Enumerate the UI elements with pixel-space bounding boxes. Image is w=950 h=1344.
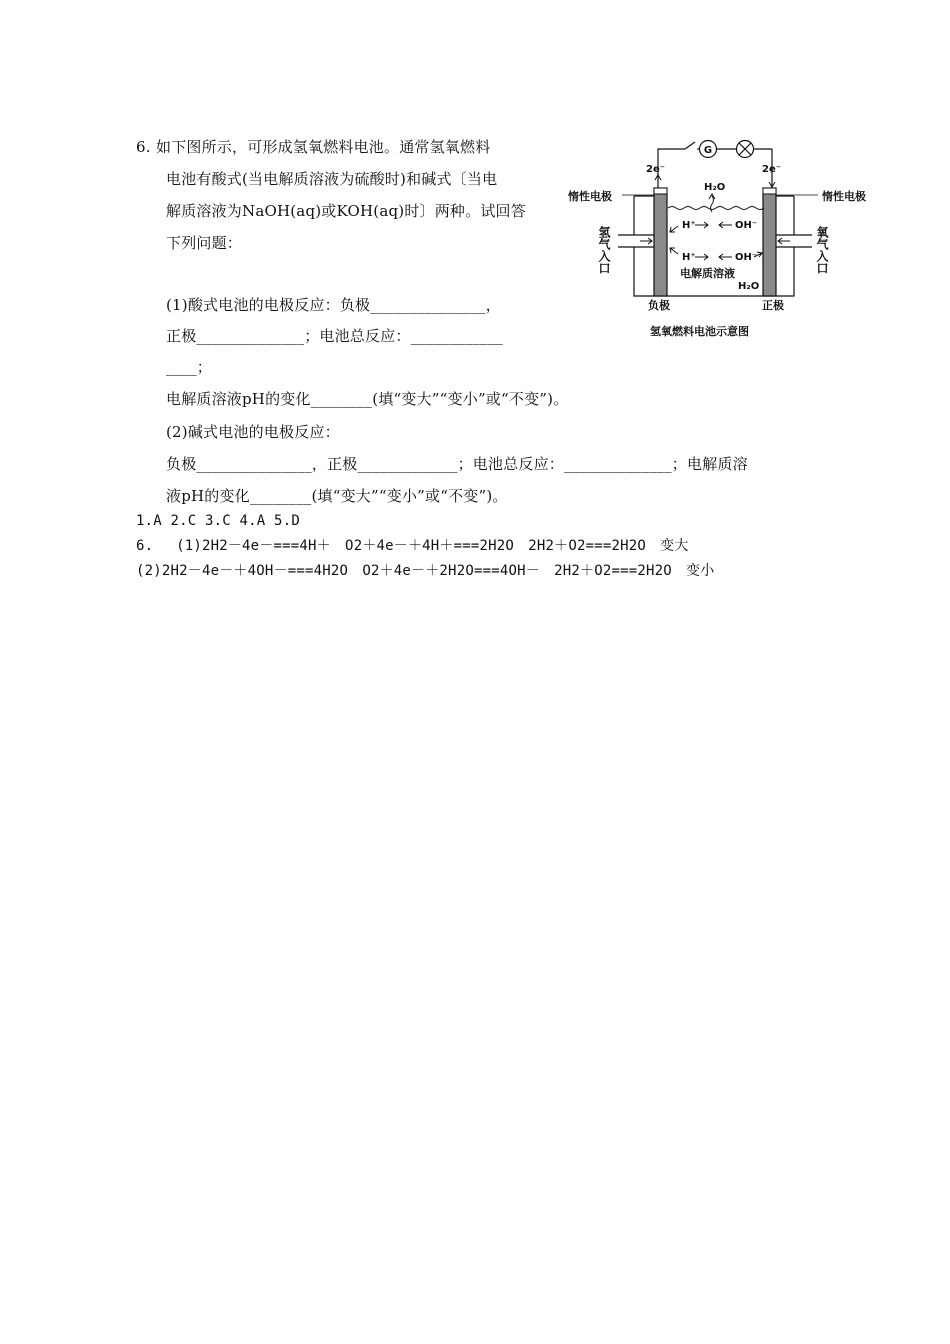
water-top-label: H₂O: [704, 182, 726, 193]
electrons-right-label: 2e⁻: [762, 164, 782, 175]
question-line-2: 电池有酸式(当电解质溶液为硫酸时)和碱式〔当电: [166, 170, 498, 188]
negative-electrode: [654, 188, 667, 296]
galvanometer-label: G: [703, 145, 713, 156]
h-plus-bottom-label: H⁺: [682, 252, 696, 263]
water-surface: [668, 207, 764, 210]
oxygen-inlet-label: [815, 225, 829, 274]
electron-arrow-up: [655, 175, 661, 186]
part2-line-3: 液pH的变化________(填“变大”“变小”或“不变”)。: [166, 487, 508, 505]
part1-line-1: (1)酸式电池的电极反应：负极_______________，: [166, 296, 501, 314]
part1-line-4: 电解质溶液pH的变化________(填“变大”“变小”或“不变”)。: [166, 390, 569, 408]
inert-electrode-left-label: 惰性电极: [568, 190, 612, 203]
negative-label: 负极: [648, 299, 670, 312]
part1-line-2: 正极______________；电池总反应：____________: [166, 327, 504, 345]
part2-line-2: 负极_______________，正极_____________；电池总反应：______________；电解质溶: [166, 455, 748, 473]
hydrogen-inlet-label: [597, 225, 611, 274]
positive-electrode: [763, 188, 776, 296]
question-line-3: 解质溶液为NaOH(aq)或KOH(aq)时〕两种。试回答: [166, 202, 526, 220]
lamp-icon: [737, 141, 754, 158]
switch: [685, 142, 695, 149]
answer-line-1: 1.A 2.C 3.C 4.A 5.D: [136, 513, 300, 529]
diagram-caption: 氢氧燃料电池示意图: [650, 325, 749, 338]
electron-arrow-down: [769, 176, 775, 187]
svg-text:氧气入口: 氧气入口: [815, 226, 829, 274]
oxygen-flow-arrow: [778, 238, 790, 244]
answer-line-3: (2)2H2－4e－＋4OH－===4H2O O2＋4e－＋2H2O===4OH－ 2H2＋O2===2H2O 变小: [136, 563, 715, 579]
question-number: 6.: [136, 138, 151, 156]
oh-minus-top-label: OH⁻: [735, 220, 758, 231]
part1-line-3: ____；: [166, 358, 213, 376]
oh-minus-bottom-label: OH⁻: [735, 252, 758, 263]
h-plus-top-label: H⁺: [682, 220, 696, 231]
question-line-1: 如下图所示，可形成氢氧燃料电池。通常氢氧燃料: [156, 138, 491, 156]
answer-line-2: 6. (1)2H2－4e－===4H＋ O2＋4e－＋4H＋===2H2O 2H2＋O2===2H2O 变大: [136, 538, 689, 554]
water-bottom-label: H₂O: [738, 281, 760, 292]
fuel-cell-diagram: [568, 128, 882, 343]
inert-electrode-right-label: 惰性电极: [822, 190, 866, 203]
electrolyte-label: 电解质溶液: [680, 267, 735, 280]
hydrogen-flow-arrow: [640, 238, 652, 244]
question-line-4: 下列问题：: [166, 234, 243, 252]
svg-text:氢气入口: 氢气入口: [597, 226, 611, 274]
part2-line-1: (2)碱式电池的电极反应：: [166, 423, 340, 441]
positive-label: 正极: [762, 299, 784, 312]
electrons-left-label: 2e⁻: [646, 164, 666, 175]
